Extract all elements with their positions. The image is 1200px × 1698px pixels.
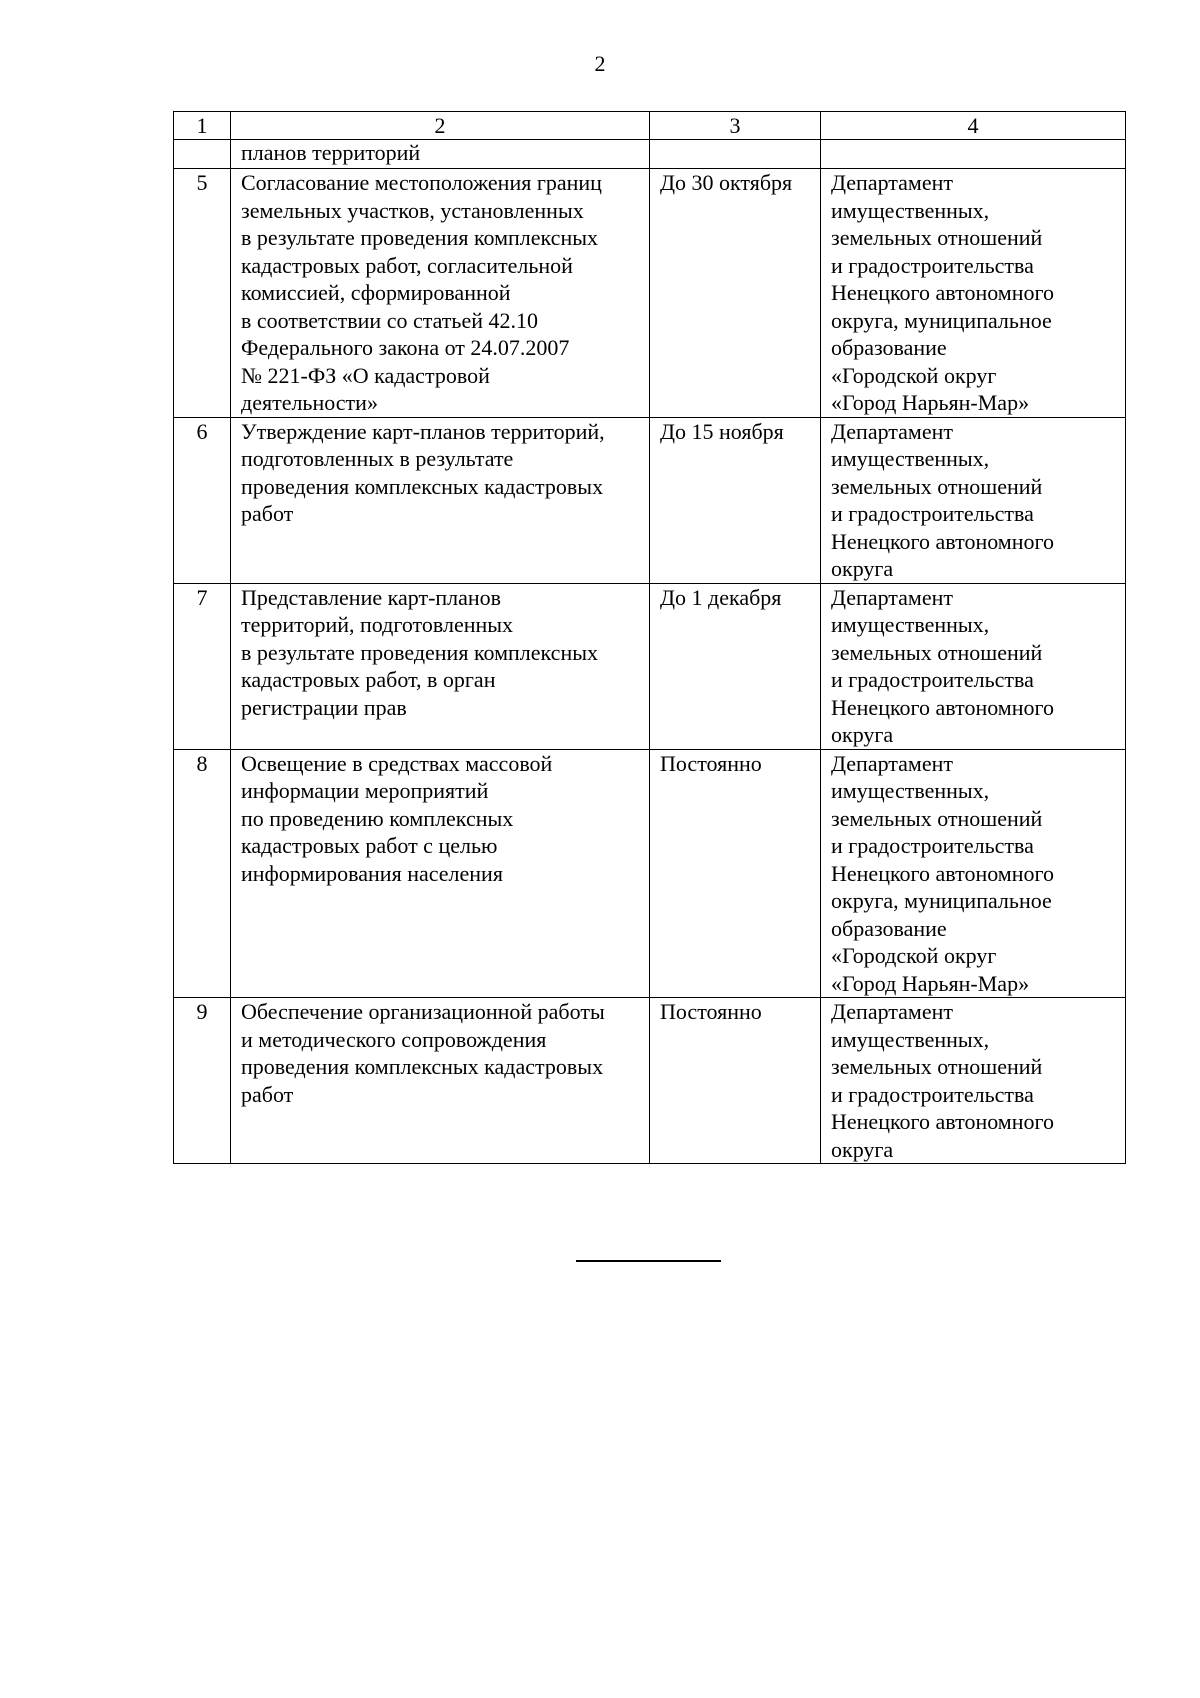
row-deadline: До 30 октября [650,169,821,418]
table-row [174,998,1126,1164]
row-responsible: Департамент имущественных, земельных отношений и градостроительства Ненецкого автономного округа, муниципальное образование «Городской округ «Город Нарьян-Мар» [821,749,1126,998]
row-responsible: Департамент имущественных, земельных отношений и градостроительства Ненецкого автономного округа [821,417,1126,583]
table-row [174,417,1126,583]
row-event: Освещение в средствах массовой информации мероприятий по проведению комплексных кадастровых работ с целью информирования населения [231,749,650,998]
column-header-deadline: 3 [650,112,821,140]
column-header-number: 1 [174,112,231,140]
events-table [173,111,1126,1164]
row-responsible: Департамент имущественных, земельных отношений и градостроительства Ненецкого автономного округа [821,998,1126,1164]
table-row [174,169,1126,418]
table-header-row [174,112,1126,140]
row-deadline: Постоянно [650,998,821,1164]
row-event: Согласование местоположения границ земельных участков, установленных в результате проведения комплексных кадастровых работ, согласительной комиссией, сформированной в соответствии со статьей 42.10 Федерального закона от 24.07.2007 № 221-ФЗ «О кадастровой деятельности» [231,169,650,418]
row-responsible [821,140,1126,169]
row-number: 9 [174,998,231,1164]
row-number: 7 [174,583,231,749]
row-event: Утверждение карт-планов территорий, подготовленных в результате проведения комплексных кадастровых работ [231,417,650,583]
page-number: 2 [594,51,606,76]
row-deadline: До 15 ноября [650,417,821,583]
table-row [174,749,1126,998]
table-row-continuation [174,140,1126,169]
row-event: Обеспечение организационной работы и методического сопровождения проведения комплексных кадастровых работ [231,998,650,1164]
row-deadline [650,140,821,169]
row-number: 8 [174,749,231,998]
row-responsible: Департамент имущественных, земельных отношений и градостроительства Ненецкого автономного округа [821,583,1126,749]
row-number: 5 [174,169,231,418]
column-header-event: 2 [231,112,650,140]
end-rule [576,1260,721,1262]
row-deadline: До 1 декабря [650,583,821,749]
row-deadline: Постоянно [650,749,821,998]
row-responsible: Департамент имущественных, земельных отношений и градостроительства Ненецкого автономного округа, муниципальное образование «Городской округ «Город Нарьян-Мар» [821,169,1126,418]
row-number [174,140,231,169]
row-event: планов территорий [231,140,650,169]
row-number: 6 [174,417,231,583]
row-event: Представление карт-планов территорий, подготовленных в результате проведения комплексных кадастровых работ, в орган регистрации прав [231,583,650,749]
column-header-responsible: 4 [821,112,1126,140]
table-row [174,583,1126,749]
